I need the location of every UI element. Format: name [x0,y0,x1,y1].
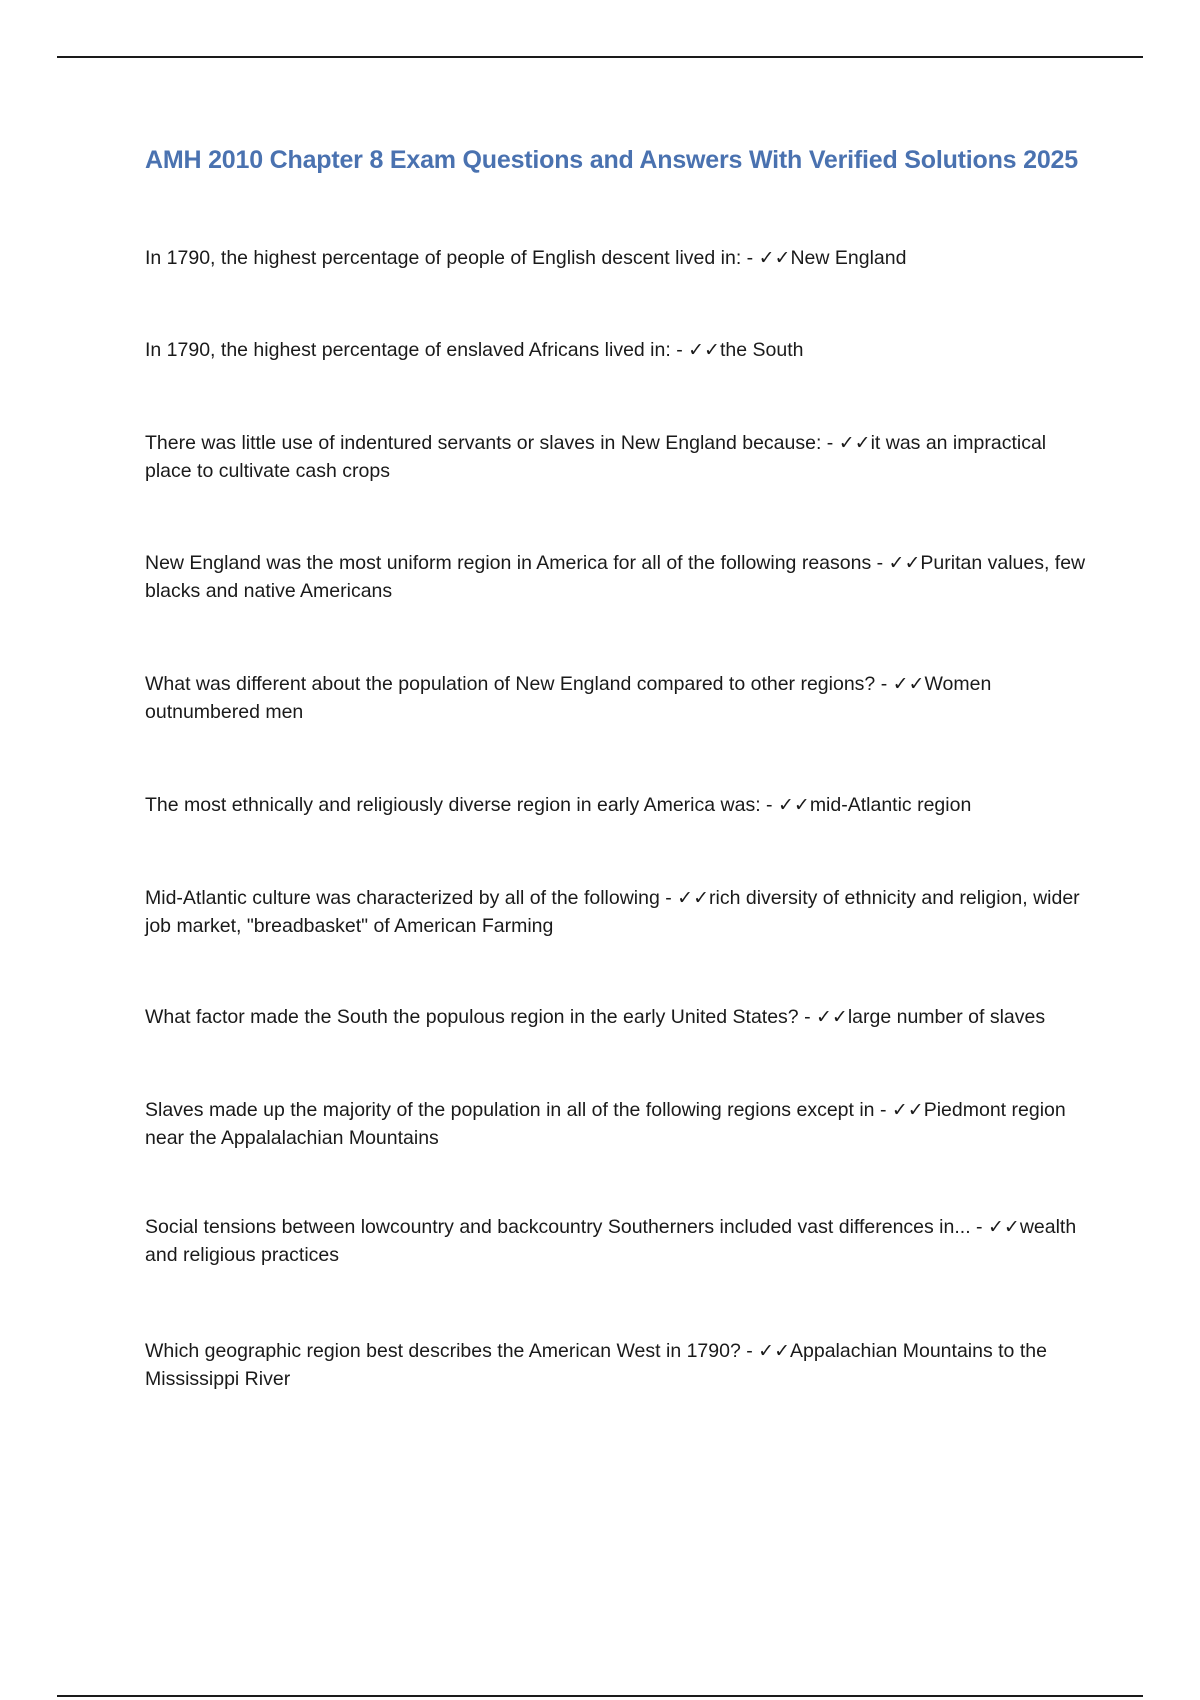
double-check-icon: ✓✓ [891,1099,924,1121]
answer-text: Puritan values, few blacks and native Americans [145,552,1086,602]
double-check-icon: ✓✓ [677,887,710,909]
separator: - [760,794,778,816]
separator: - [670,339,689,361]
question-text: There was little use of indentured servants or slaves in New England because: [145,432,822,454]
separator: - [875,673,893,695]
qa-item-6 [145,791,1090,819]
question-text: New England was the most uniform region in America for all of the following reasons [145,552,872,574]
double-check-icon: ✓✓ [777,794,810,816]
header-rule [57,56,1143,58]
double-check-icon: ✓✓ [838,432,871,454]
footer-rule [57,1695,1143,1697]
question-text: Social tensions between lowcountry and backcountry Southerners included vast differences in... [145,1216,971,1238]
answer-text: rich diversity of ethnicity and religion, wider job market, "breadbasket" of American Farming [145,887,1080,937]
qa-item-1 [145,244,1090,272]
separator: - [874,1099,892,1121]
qa-item-11 [145,1337,1090,1393]
separator: - [741,247,759,269]
answer-text: the South [719,339,804,361]
answer-text: Appalachian Mountains to the Mississippi River [145,1340,1047,1390]
question-text: The most ethnically and religiously diverse region in early America was: [145,794,761,816]
question-text: In 1790, the highest percentage of people of English descent lived in: [145,247,742,269]
qa-item-7 [145,884,1090,940]
answer-text: New England [790,247,907,269]
separator: - [798,1006,816,1028]
double-check-icon: ✓✓ [888,552,921,574]
qa-item-8 [145,1003,1090,1031]
answer-text: wealth and religious practices [145,1216,1077,1266]
answer-text: it was an impractical place to cultivate cash crops [145,432,1047,482]
qa-item-10 [145,1213,1090,1269]
answer-text: Women outnumbered men [145,673,992,723]
separator: - [659,887,678,909]
double-check-icon: ✓✓ [892,673,925,695]
answer-text: large number of slaves [847,1006,1046,1028]
separator: - [740,1340,759,1362]
question-text: Slaves made up the majority of the population in all of the following regions except in [145,1099,875,1121]
question-text: What was different about the population of New England compared to other regions? [145,673,876,695]
qa-item-4 [145,549,1090,605]
qa-item-5 [145,670,1090,726]
double-check-icon: ✓✓ [758,1340,790,1362]
answer-text: Piedmont region near the Appalalachian Mountains [145,1099,1066,1149]
double-check-icon: ✓✓ [758,247,791,269]
double-check-icon: ✓✓ [688,339,720,361]
separator: - [970,1216,988,1238]
document-title: AMH 2010 Chapter 8 Exam Questions and Answers With Verified Solutions 2025 [145,146,1078,174]
answer-text: mid-Atlantic region [809,794,972,816]
qa-item-3 [145,429,1090,485]
question-text: What factor made the South the populous region in the early United States? [145,1006,799,1028]
question-text: Mid-Atlantic culture was characterized by all of the following [145,887,660,909]
separator: - [821,432,839,454]
qa-item-2 [145,336,1090,364]
question-text: Which geographic region best describes the American West in 1790? [145,1340,741,1362]
double-check-icon: ✓✓ [816,1006,848,1028]
double-check-icon: ✓✓ [987,1216,1020,1238]
question-text: In 1790, the highest percentage of enslaved Africans lived in: [145,339,671,361]
qa-item-9 [145,1096,1090,1152]
separator: - [871,552,889,574]
